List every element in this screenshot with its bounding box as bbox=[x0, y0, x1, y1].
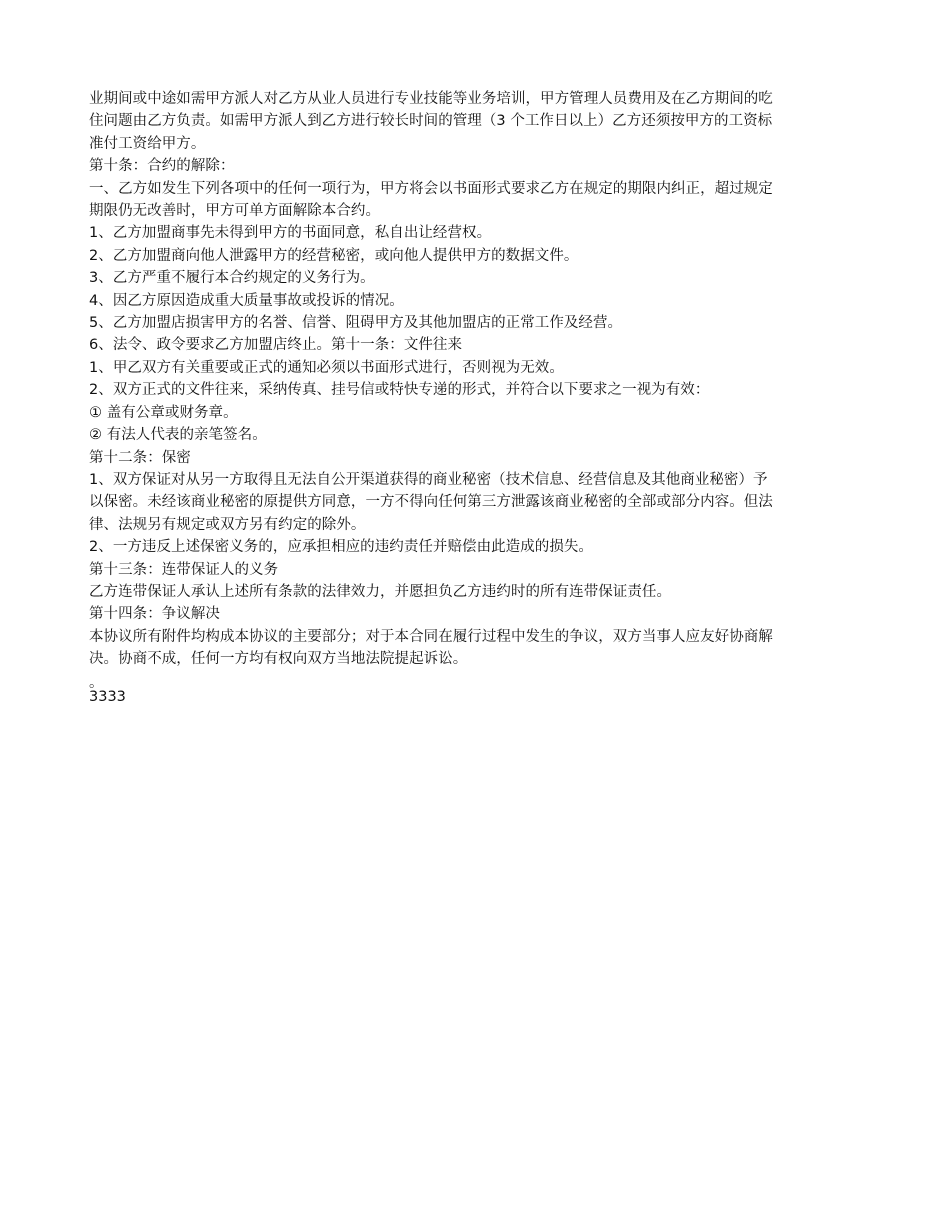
paragraph-line: 决。协商不成，任何一方均有权向双方当地法院提起诉讼。 bbox=[89, 651, 468, 668]
section-heading-12: 第十二条：保密 bbox=[89, 449, 191, 466]
list-item: 1、双方保证对从另一方取得且无法自公开渠道获得的商业秘密（技术信息、经营信息及其他商业秘密）予 bbox=[89, 471, 768, 488]
list-item: 4、因乙方原因造成重大质量事故或投诉的情况。 bbox=[89, 292, 404, 309]
paragraph-line: 住问题由乙方负责。如需甲方派人到乙方进行较长时间的管理（3 个工作日以上）乙方还须按甲方的工资标 bbox=[89, 113, 773, 130]
section-heading-10: 第十条：合约的解除： bbox=[89, 158, 235, 175]
list-item: 1、乙方加盟商事先未得到甲方的书面同意，私自出让经营权。 bbox=[89, 225, 492, 242]
paragraph-line: 以保密。未经该商业秘密的原提供方同意，一方不得向任何第三方泄露该商业秘密的全部或部分内容。但法 bbox=[89, 494, 773, 511]
list-item: 2、乙方加盟商向他人泄露甲方的经营秘密，或向他人提供甲方的数据文件。 bbox=[89, 247, 579, 264]
list-item: 1、甲乙双方有关重要或正式的通知必须以书面形式进行，否则视为无效。 bbox=[89, 359, 564, 376]
section-heading-14: 第十四条：争议解决 bbox=[89, 606, 220, 623]
list-item: ① 盖有公章或财务章。 bbox=[89, 404, 238, 421]
paragraph-line: 乙方连带保证人承认上述所有条款的法律效力，并愿担负乙方违约时的所有连带保证责任。 bbox=[89, 583, 671, 600]
document-body bbox=[89, 88, 859, 691]
paragraph-line: 准付工资给甲方。 bbox=[89, 135, 206, 152]
list-item: 6、法令、政令要求乙方加盟店终止。第十一条：文件往来 bbox=[89, 337, 463, 354]
section-heading-13: 第十三条：连带保证人的义务 bbox=[89, 561, 279, 578]
list-item: 2、双方正式的文件往来，采纳传真、挂号信或特快专递的形式，并符合以下要求之一视为有效： bbox=[89, 382, 710, 399]
page-number: 3333 bbox=[89, 689, 126, 705]
list-item: 2、一方违反上述保密义务的，应承担相应的违约责任并赔偿由此造成的损失。 bbox=[89, 539, 593, 556]
list-item: 5、乙方加盟店损害甲方的名誉、信誉、阻碍甲方及其他加盟店的正常工作及经营。 bbox=[89, 315, 623, 332]
paragraph-line: 业期间或中途如需甲方派人对乙方从业人员进行专业技能等业务培训，甲方管理人员费用及在乙方期间的吃 bbox=[89, 91, 773, 107]
trailing-punctuation: 。 bbox=[89, 674, 104, 691]
paragraph-line: 律、法规另有规定或双方另有约定的除外。 bbox=[89, 516, 366, 533]
paragraph-line: 期限仍无改善时，甲方可单方面解除本合约。 bbox=[89, 203, 380, 220]
paragraph-line: 本协议所有附件均构成本协议的主要部分；对于本合同在履行过程中发生的争议，双方当事人应友好协商解 bbox=[89, 628, 773, 645]
list-item: 3、乙方严重不履行本合约规定的义务行为。 bbox=[89, 270, 375, 287]
paragraph-line: 一、乙方如发生下列各项中的任何一项行为，甲方将会以书面形式要求乙方在规定的期限内纠正，超过规定 bbox=[89, 180, 773, 197]
list-item: ② 有法人代表的亲笔签名。 bbox=[89, 427, 267, 444]
